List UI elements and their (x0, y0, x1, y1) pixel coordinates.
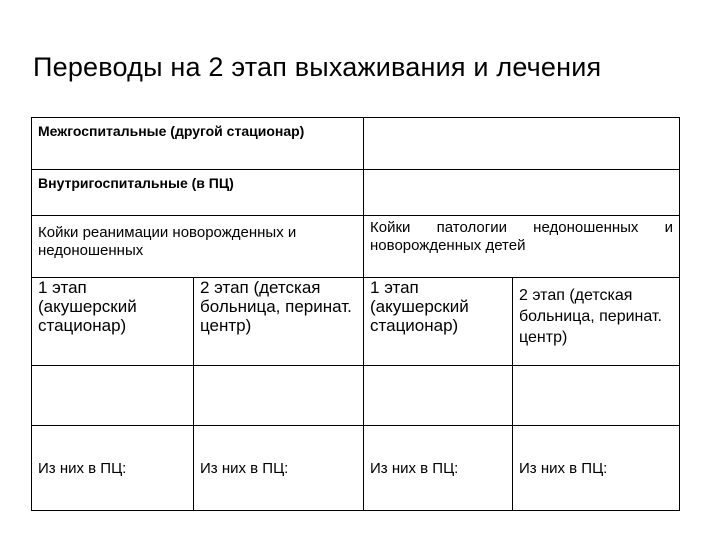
table-row (32, 170, 680, 216)
table-row (32, 216, 680, 278)
of-them-in-pc-3: Из них в ПЦ: (370, 460, 459, 477)
resuscitation-beds-header: Койки реанимации новорожденных и недоношенных (38, 224, 297, 259)
slide-title: Переводы на 2 этап выхаживания и лечения (33, 52, 602, 82)
inter-hospital-value-cell (364, 118, 680, 170)
table-cell (364, 426, 513, 511)
transfers-table (31, 117, 680, 511)
table-cell (32, 118, 364, 170)
intra-hospital-value-cell (364, 170, 680, 216)
table-cell (32, 216, 364, 278)
table-row (32, 426, 680, 511)
table-row (32, 118, 680, 170)
table-row (32, 366, 680, 426)
table-cell (32, 278, 194, 366)
empty-cell (513, 366, 680, 426)
table-cell (364, 278, 513, 366)
empty-cell (194, 366, 364, 426)
table-cell (194, 278, 364, 366)
table-cell (513, 426, 680, 511)
table-cell (32, 170, 364, 216)
stage-2-pathology: 2 этап (детская больница, перинат. центр) (519, 287, 662, 346)
empty-cell (364, 366, 513, 426)
intra-hospital-label: Внутригоспитальные (в ПЦ) (38, 175, 234, 191)
table-cell (364, 216, 680, 278)
of-them-in-pc-4: Из них в ПЦ: (519, 460, 608, 477)
pathology-beds-header: Койки патологии недоношенных и новорожденных детей (370, 219, 674, 254)
table-cell (194, 426, 364, 511)
stage-2-resuscitation: 2 этап (детская больница, перинат. центр) (200, 278, 352, 336)
table-cell (32, 426, 194, 511)
of-them-in-pc-1: Из них в ПЦ: (38, 460, 127, 477)
empty-cell (32, 366, 194, 426)
of-them-in-pc-2: Из них в ПЦ: (200, 460, 289, 477)
table-row (32, 278, 680, 366)
stage-1-resuscitation: 1 этап (акушерский стационар) (38, 278, 137, 336)
inter-hospital-label: Межгоспитальные (другой стационар) (38, 123, 305, 139)
stage-1-pathology: 1 этап (акушерский стационар) (370, 278, 469, 336)
table-cell (513, 278, 680, 366)
